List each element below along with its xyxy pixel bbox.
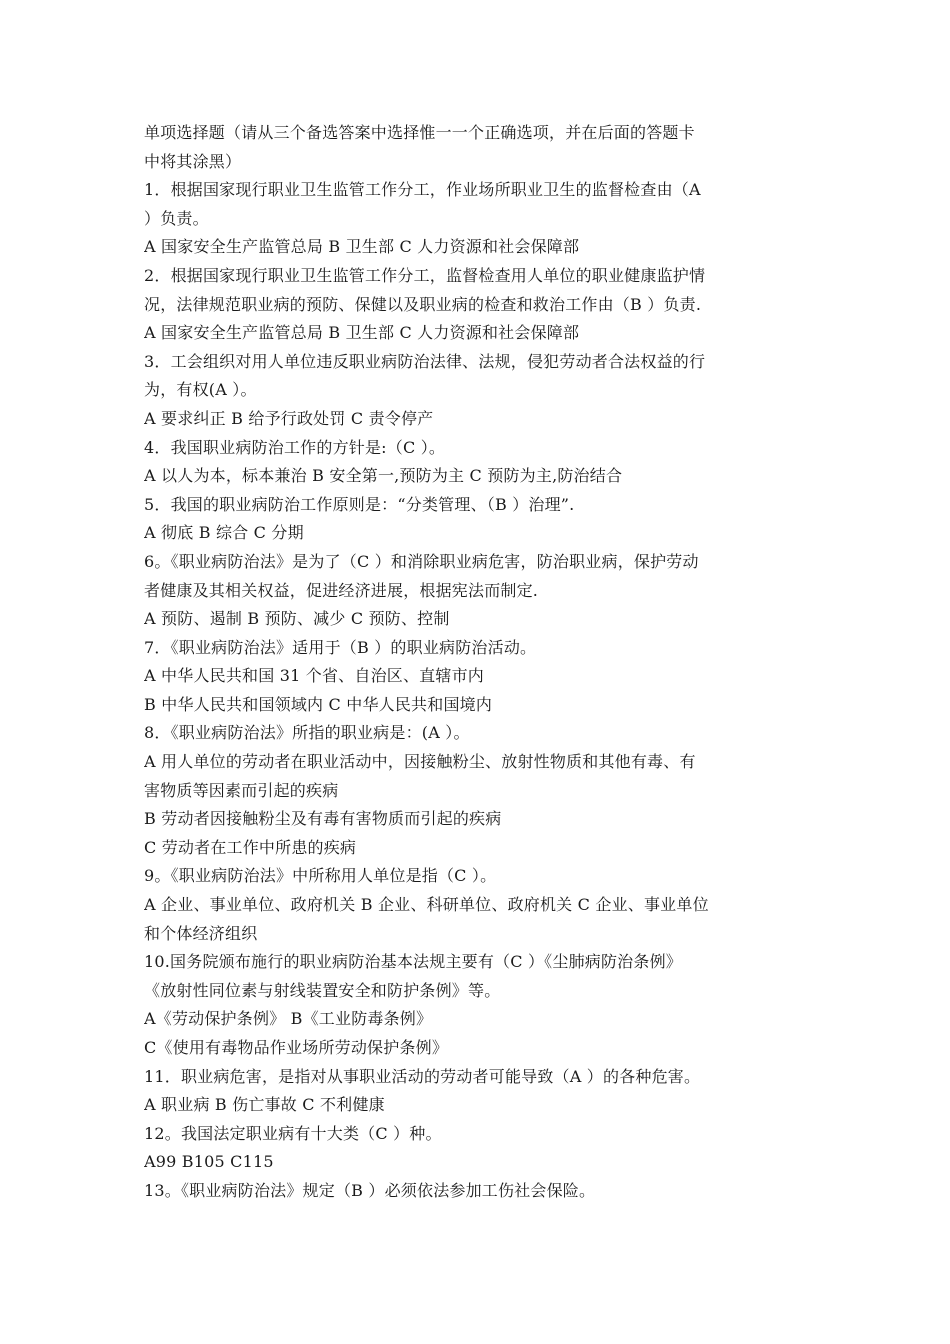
question-text: 8．《职业病防治法》所指的职业病是：(A ）。 [144, 723, 470, 743]
answer-options: A 国家安全生产监管总局 B 卫生部 C 人力资源和社会保障部 [144, 237, 580, 257]
answer-options: A 中华人民共和国 31 个省、自治区、直辖市内 [144, 666, 484, 686]
answer-options: C《使用有毒物品作业场所劳动保护条例》 [144, 1038, 449, 1057]
question-text: ）负责。 [144, 208, 209, 228]
question-text: 6。《职业病防治法》是为了（C ）和消除职业病危害，防治职业病，保护劳动 [144, 551, 699, 571]
answer-options: A 预防、遏制 B 预防、减少 C 预防、控制 [144, 609, 450, 629]
question-text: 1．根据国家现行职业卫生监管工作分工，作业场所职业卫生的监督检查由（A [144, 180, 701, 200]
answer-options: A 用人单位的劳动者在职业活动中，因接触粉尘、放射性物质和其他有毒、有 [144, 752, 696, 772]
answer-options: 和个体经济组织 [144, 923, 258, 943]
answer-options: C 劳动者在工作中所患的疾病 [144, 837, 357, 857]
question-text: 为，有权(A ）。 [144, 380, 257, 400]
question-text: 者健康及其相关权益，促进经济进展，根据宪法而制定. [144, 580, 539, 600]
question-text: 12。我国法定职业病有十大类（C ）种。 [144, 1123, 442, 1143]
answer-options: 害物质等因素而引起的疾病 [144, 780, 339, 800]
question-text: 4．我国职业病防治工作的方针是:（C ）。 [144, 437, 446, 457]
answer-options: A 要求纠正 B 给予行政处罚 C 责令停产 [144, 408, 434, 428]
question-text: 5．我国的职业病防治工作原则是：“分类管理、（B ）治理”. [144, 494, 575, 514]
question-text: 13。《职业病防治法》规定（B ）必须依法参加工伤社会保险。 [144, 1180, 596, 1200]
answer-options: A 彻底 B 综合 C 分期 [144, 523, 304, 543]
question-text: 9。《职业病防治法》中所称用人单位是指（C ）。 [144, 866, 497, 886]
question-text: 7．《职业病防治法》适用于（B ）的职业病防治活动。 [144, 637, 537, 657]
answer-options: A《劳动保护条例》 B《工业防毒条例》 [144, 1009, 433, 1029]
question-text: 2．根据国家现行职业卫生监管工作分工，监督检查用人单位的职业健康监护情 [144, 265, 706, 285]
instruction-heading-line: 单项选择题（请从三个备选答案中选择惟一一个正确选项，并在后面的答题卡 [144, 123, 695, 142]
question-text: 《放射性同位素与射线装置安全和防护条例》等。 [144, 980, 501, 1000]
answer-options: A 国家安全生产监管总局 B 卫生部 C 人力资源和社会保障部 [144, 323, 580, 343]
answer-options: A 以人为本，标本兼治 B 安全第一,预防为主 C 预防为主,防治结合 [144, 466, 623, 486]
answer-options: B 劳动者因接触粉尘及有毒有害物质而引起的疾病 [144, 809, 502, 829]
answer-options: B 中华人民共和国领域内 C 中华人民共和国境内 [144, 694, 493, 714]
answer-options: A 企业、事业单位、政府机关 B 企业、科研单位、政府机关 C 企业、事业单位 [144, 895, 709, 915]
question-text: 10.国务院颁布施行的职业病防治基本法规主要有（C ）《尘肺病防治条例》 [144, 952, 682, 972]
instruction-heading-line: 中将其涂黑） [144, 151, 242, 171]
answer-options: A99 B105 C115 [144, 1152, 274, 1172]
question-text: 11．职业病危害，是指对从事职业活动的劳动者可能导致（A ）的各种危害。 [144, 1066, 701, 1086]
answer-options: A 职业病 B 伤亡事故 C 不利健康 [144, 1095, 385, 1115]
document-body [144, 119, 809, 1206]
question-text: 况，法律规范职业病的预防、保健以及职业病的检查和救治工作由（B ）负责. [144, 294, 702, 314]
question-text: 3．工会组织对用人单位违反职业病防治法律、法规，侵犯劳动者合法权益的行 [144, 351, 706, 371]
